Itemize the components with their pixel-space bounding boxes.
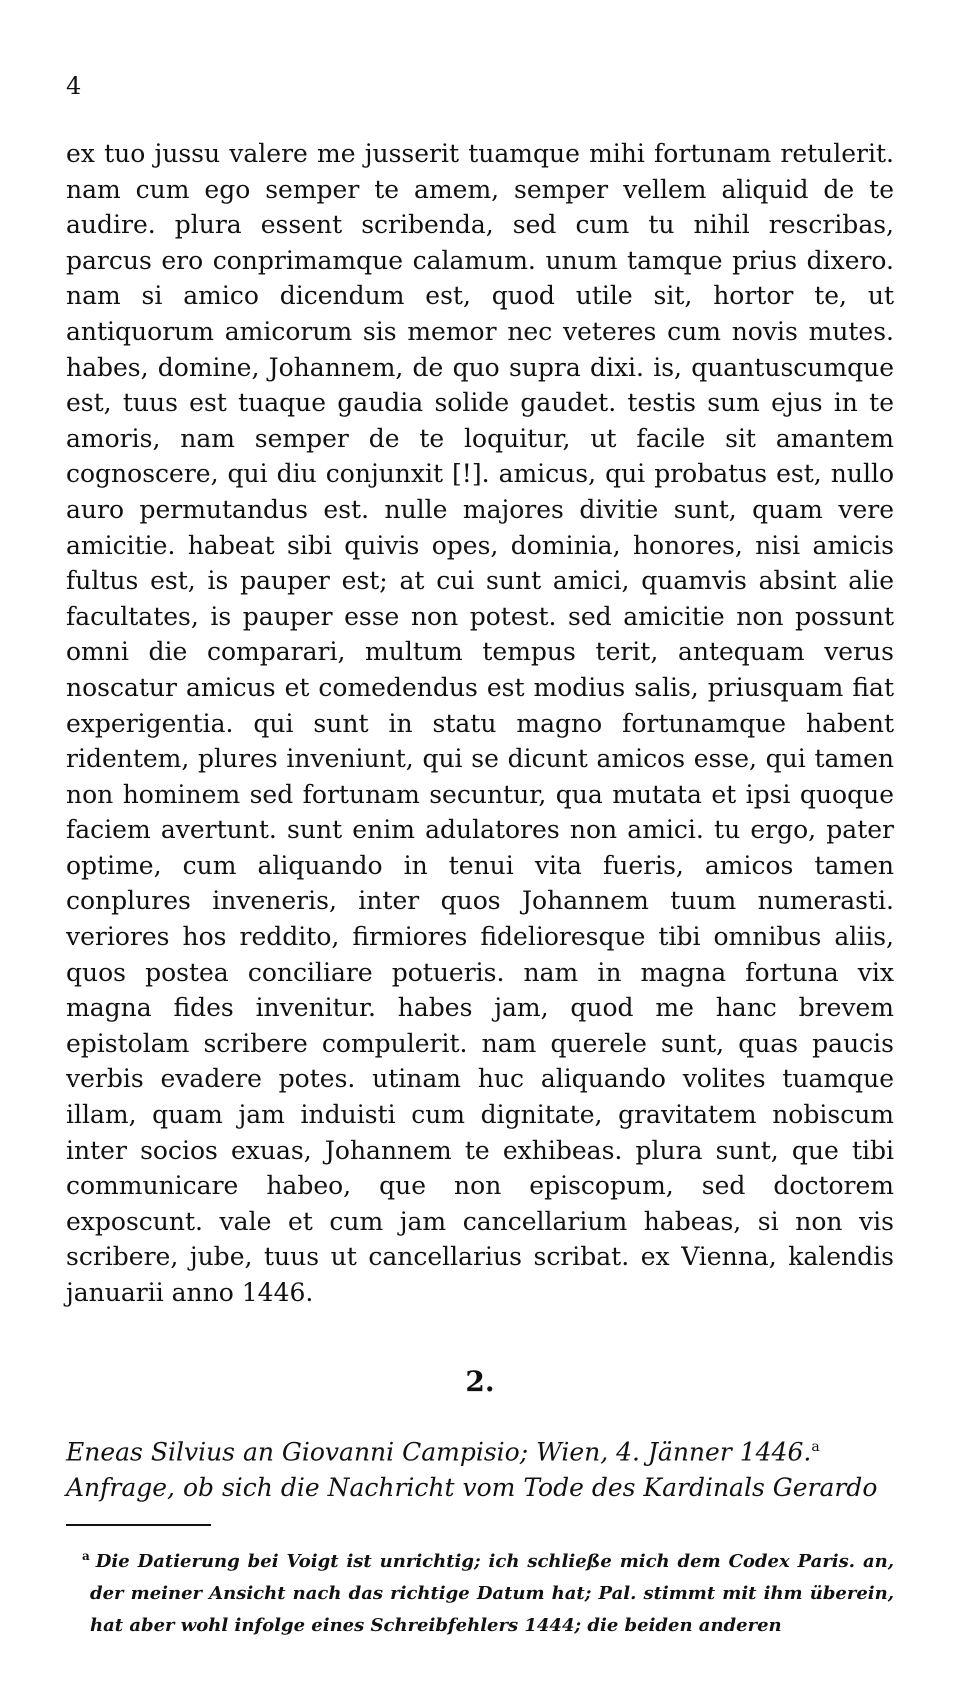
section-subheading: Anfrage, ob sich die Nachricht vom Tode des Kardinals Gerardo [66,1472,878,1502]
document-page [66,72,894,1652]
section-heading-text: Eneas Silvius an Giovanni Campisio; Wien, 4. Jänner 1446. [66,1436,812,1466]
page-number: 4 [66,72,82,100]
footnote-text: Die Datierung bei Voigt ist unrichtig; ich schließe mich dem Codex Paris. an, der meiner Ansicht nach das richtige Datum hat; Pal. stimmt mit ihm überein, hat aber wohl infolge eines Schreibfehlers 1444; die beiden anderen [90,1550,894,1636]
footnote-divider [66,1524,211,1526]
footnote [66,1540,894,1642]
section-heading [66,1429,894,1506]
heading-footnote-marker: a [811,1438,820,1455]
letter-body-text: ex tuo jussu valere me jusserit tuamque mihi fortunam retulerit. nam cum ego semper te amem, semper vellem aliquid de te audire. plura essent scribenda, sed cum tu nihil rescribas, parcus ero conprimamque calamum. unum tamque prius dixero. nam si amico dicendum est, quod utile sit, hortor te, ut antiquorum amicorum sis memor nec veteres cum novis mutes. habes, domine, Johannem, de quo supra dixi. is, quantuscumque est, tuus est tuaque gaudia solide gaudet. testis sum ejus in te amoris, nam semper de te loquitur, ut facile sit amantem cognoscere, qui diu conjunxit [!]. amicus, qui probatus est, nullo auro permutandus est. nulle majores divitie sunt, quam vere amicitie. habeat sibi quivis opes, dominia, honores, nisi amicis fultus est, is pauper est; at cui sunt amici, quamvis absint alie facultates, is pauper esse non potest. sed amicitie non possunt omni die comparari, multum tempus terit, antequam verus noscatur amicus et comedendus est modius salis, priusquam fiat experigentia. qui sunt in statu magno fortunamque habent ridentem, plures inveniunt, qui se dicunt amicos esse, qui tamen non hominem sed fortunam secuntur, qua mutata et ipsi quoque faciem avertunt. sunt enim adulatores non amici. tu ergo, pater optime, cum aliquando in tenui vita fueris, amicos tamen conplures inveneris, inter quos Johannem tuum numerasti. veriores hos reddito, firmiores fidelioresque tibi omnibus aliis, quos postea conciliare potueris. nam in magna fortuna vix magna fides invenitur. habes jam, quod me hanc brevem epistolam scribere compulerit. nam querele sunt, quas paucis verbis evadere potes. utinam huc aliquando volites tuamque illam, quam jam induisti cum dignitate, gravitatem nobiscum inter socios exuas, Johannem te exhibeas. plura sunt, que tibi communicare habeo, que non episcopum, sed doctorem exposcunt. vale et cum jam cancellarium habeas, si non vis scribere, jube, tuus ut cancellarius scribat. ex Vienna, kalendis januarii anno 1446. [66,139,894,1307]
footnote-marker: a [82,1548,90,1563]
section-number: 2. [465,1364,495,1398]
